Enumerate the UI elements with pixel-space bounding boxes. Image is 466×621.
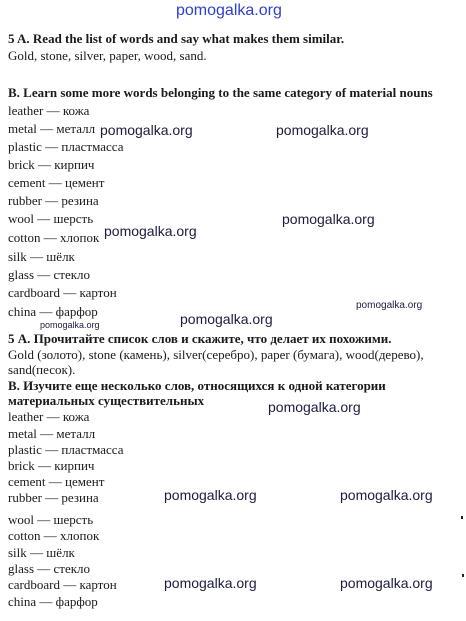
vocab-item: cotton — хлопок bbox=[8, 528, 100, 543]
vocab-item: wool — шерсть bbox=[8, 512, 94, 527]
watermark: pomogalka.org bbox=[100, 122, 193, 138]
exercise-5a-words-ru-line1: Gold (золото), stone (камень), silver(серебро), paper (бумага), wood(дерево), bbox=[8, 347, 424, 362]
exercise-5a-words-ru-line2: sand(песок). bbox=[8, 362, 76, 377]
watermark: pomogalka.org bbox=[276, 122, 369, 138]
watermark: pomogalka.org bbox=[356, 300, 423, 311]
vocab-item: brick — кирпич bbox=[8, 157, 95, 172]
exercise-b-heading-ru-line2: материальных существительных bbox=[8, 393, 205, 408]
vocab-item: metal — металл bbox=[8, 121, 96, 136]
watermark: pomogalka.org bbox=[164, 575, 257, 591]
watermark: pomogalka.org bbox=[164, 487, 257, 503]
watermark: pomogalka.org bbox=[180, 311, 273, 327]
vocab-item: rubber — резина bbox=[8, 490, 99, 505]
scan-speck bbox=[462, 574, 464, 577]
exercise-5a-heading-ru: 5 А. Прочитайте список слов и скажите, что делает их похожими. bbox=[8, 331, 392, 346]
vocab-item: silk — шёлк bbox=[8, 249, 75, 264]
vocab-item: wool — шерсть bbox=[8, 211, 94, 226]
vocab-item: glass — стекло bbox=[8, 561, 91, 576]
watermark: pomogalka.org bbox=[340, 487, 433, 503]
vocab-item: china — фарфор bbox=[8, 304, 98, 319]
vocab-item: plastic — пластмасса bbox=[8, 139, 124, 154]
vocab-item: plastic — пластмасса bbox=[8, 442, 124, 457]
watermark: pomogalka.org bbox=[104, 223, 197, 239]
exercise-b-heading-ru-line1: В. Изучите еще несколько слов, относящихся к одной категории bbox=[8, 378, 386, 393]
watermark: pomogalka.org bbox=[340, 575, 433, 591]
watermark: pomogalka.org bbox=[40, 320, 100, 330]
vocab-item: cotton — хлопок bbox=[8, 230, 100, 245]
vocab-item: brick — кирпич bbox=[8, 458, 95, 473]
watermark: pomogalka.org bbox=[282, 211, 375, 227]
exercise-5a-heading-en: 5 A. Read the list of words and say what makes them similar. bbox=[8, 31, 345, 46]
vocab-item: cardboard — картон bbox=[8, 577, 117, 592]
vocab-item: cement — цемент bbox=[8, 175, 105, 190]
site-watermark-top: pomogalka.org bbox=[176, 2, 282, 19]
vocab-item: rubber — резина bbox=[8, 193, 99, 208]
vocab-item: leather — кожа bbox=[8, 409, 90, 424]
vocab-item: leather — кожа bbox=[8, 103, 90, 118]
vocab-item: china — фарфор bbox=[8, 594, 98, 609]
vocab-item: metal — металл bbox=[8, 426, 96, 441]
watermark: pomogalka.org bbox=[268, 399, 361, 415]
vocab-item: cardboard — картон bbox=[8, 285, 117, 300]
exercise-5a-words-en: Gold, stone, silver, paper, wood, sand. bbox=[8, 48, 207, 63]
exercise-b-heading-en: B. Learn some more words belonging to the same category of material nouns bbox=[8, 85, 433, 100]
vocab-item: cement — цемент bbox=[8, 474, 105, 489]
vocab-item: silk — шёлк bbox=[8, 545, 75, 560]
scan-speck bbox=[461, 516, 463, 519]
vocab-item: glass — стекло bbox=[8, 267, 91, 282]
